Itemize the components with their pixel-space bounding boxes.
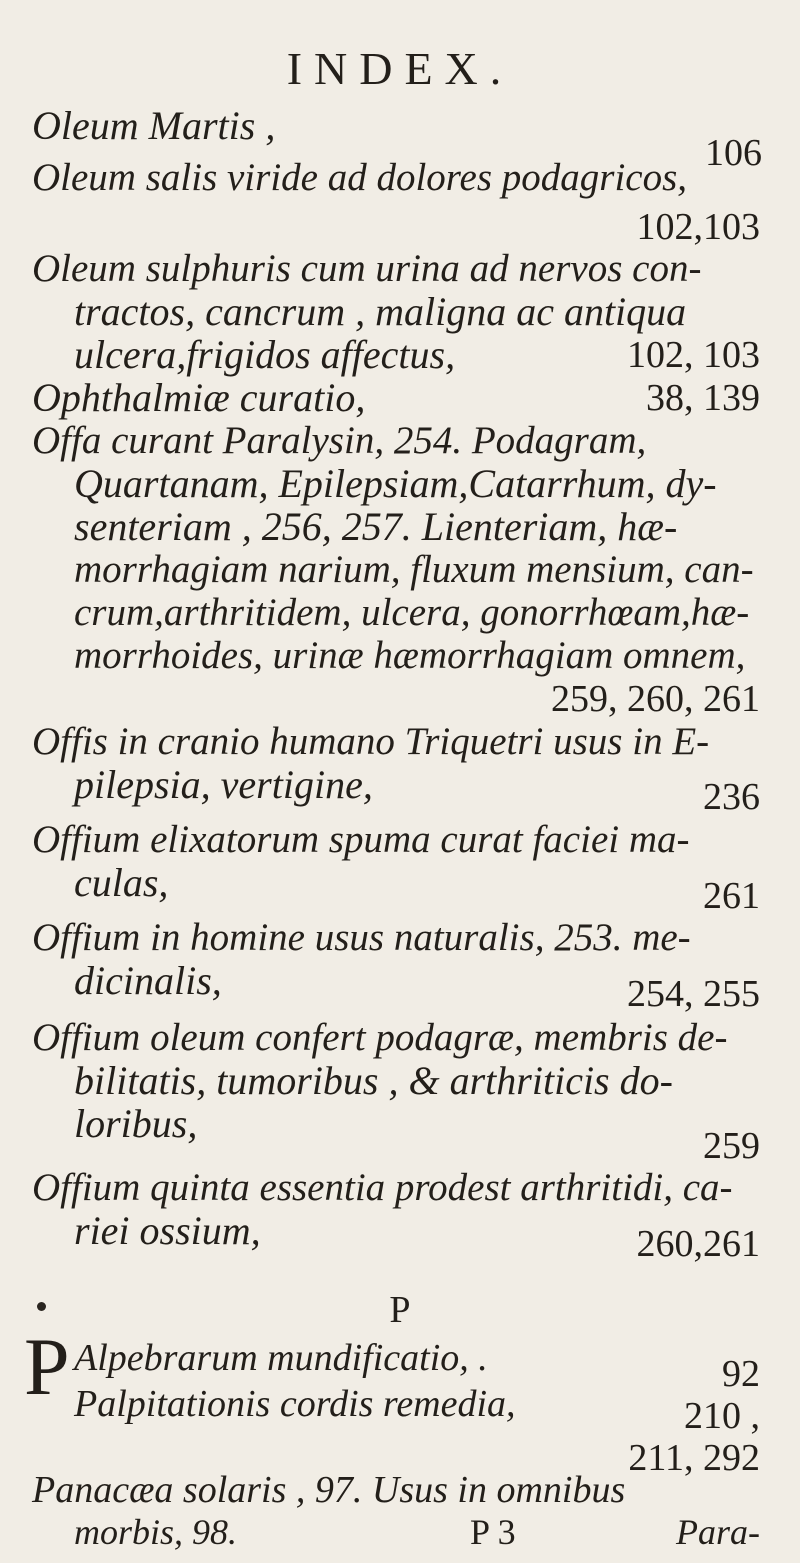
index-line: riei ossium, xyxy=(74,1208,261,1253)
index-line: culas, xyxy=(74,860,169,905)
page-ref: 102, 103 xyxy=(627,334,760,376)
index-line: morrhagiam narium, fluxum mensium, can- xyxy=(74,548,754,591)
index-line: ulcera,frigidos affectus, xyxy=(74,332,456,377)
page-ref: 210 , xyxy=(684,1395,760,1437)
index-line: Ophthalmiæ curatio, xyxy=(32,375,366,420)
index-line: Oleum salis viride ad dolores podagricos, xyxy=(32,156,688,199)
index-line: Offis in cranio humano Triquetri usus in E- xyxy=(32,720,710,763)
drop-cap: P xyxy=(24,1321,70,1412)
index-line: Quartanam, Epilepsiam,Catarrhum, dy- xyxy=(74,461,717,506)
page-ref: 38, 139 xyxy=(646,377,760,419)
index-line: Oleum Martis , xyxy=(32,103,276,148)
index-line: dicinalis, xyxy=(74,958,222,1003)
page-ref: 261 xyxy=(703,875,760,917)
catchword: Para- xyxy=(676,1512,760,1552)
page-ref: 102,103 xyxy=(636,206,760,248)
page-ref: 260,261 xyxy=(636,1223,760,1265)
index-line: Offium oleum confert podagræ, membris de- xyxy=(32,1016,728,1059)
index-line: Offa curant Paralysin, 254. Podagram, xyxy=(32,419,647,462)
index-line: pilepsia, vertigine, xyxy=(74,762,373,807)
index-line: loribus, xyxy=(74,1101,198,1146)
index-line: Offium in homine usus naturalis, 253. me- xyxy=(32,916,691,959)
page-ref: 259 xyxy=(703,1125,760,1167)
page-ref: 106 xyxy=(705,132,762,174)
index-line: Palpitationis cordis remedia, xyxy=(74,1383,516,1425)
page-ref: 211, 292 xyxy=(628,1437,760,1479)
page-ref: 92 xyxy=(722,1353,760,1395)
index-line: Alpebrarum mundificatio, . xyxy=(74,1337,488,1379)
index-line: bilitatis, tumoribus , & arthriticis do- xyxy=(74,1058,673,1103)
section-letter: P xyxy=(389,1289,411,1331)
signature: P 3 xyxy=(470,1512,516,1552)
page-ref: 254, 255 xyxy=(627,973,760,1015)
page-ref: 259, 260, 261 xyxy=(551,678,760,720)
index-line: morrhoides, urinæ hæmorrhagiam omnem, xyxy=(74,634,746,677)
index-line: Oleum sulphuris cum urina ad nervos con- xyxy=(32,247,702,290)
index-line: Offium elixatorum spuma curat faciei ma- xyxy=(32,818,690,861)
index-line: Panacæa solaris , 97. Usus in omnibus xyxy=(32,1469,626,1511)
page-ref: 236 xyxy=(703,776,760,818)
index-line: crum,arthritidem, ulcera, gonorrhœam,hæ- xyxy=(74,591,750,634)
index-line: Offium quinta essentia prodest arthritidi, ca- xyxy=(32,1166,733,1209)
page-header: INDEX. xyxy=(286,43,514,94)
index-line: tractos, cancrum , maligna ac antiqua xyxy=(74,289,687,334)
index-line: morbis, 98. xyxy=(74,1512,238,1552)
index-line: senteriam , 256, 257. Lienteriam, hæ- xyxy=(74,504,678,549)
